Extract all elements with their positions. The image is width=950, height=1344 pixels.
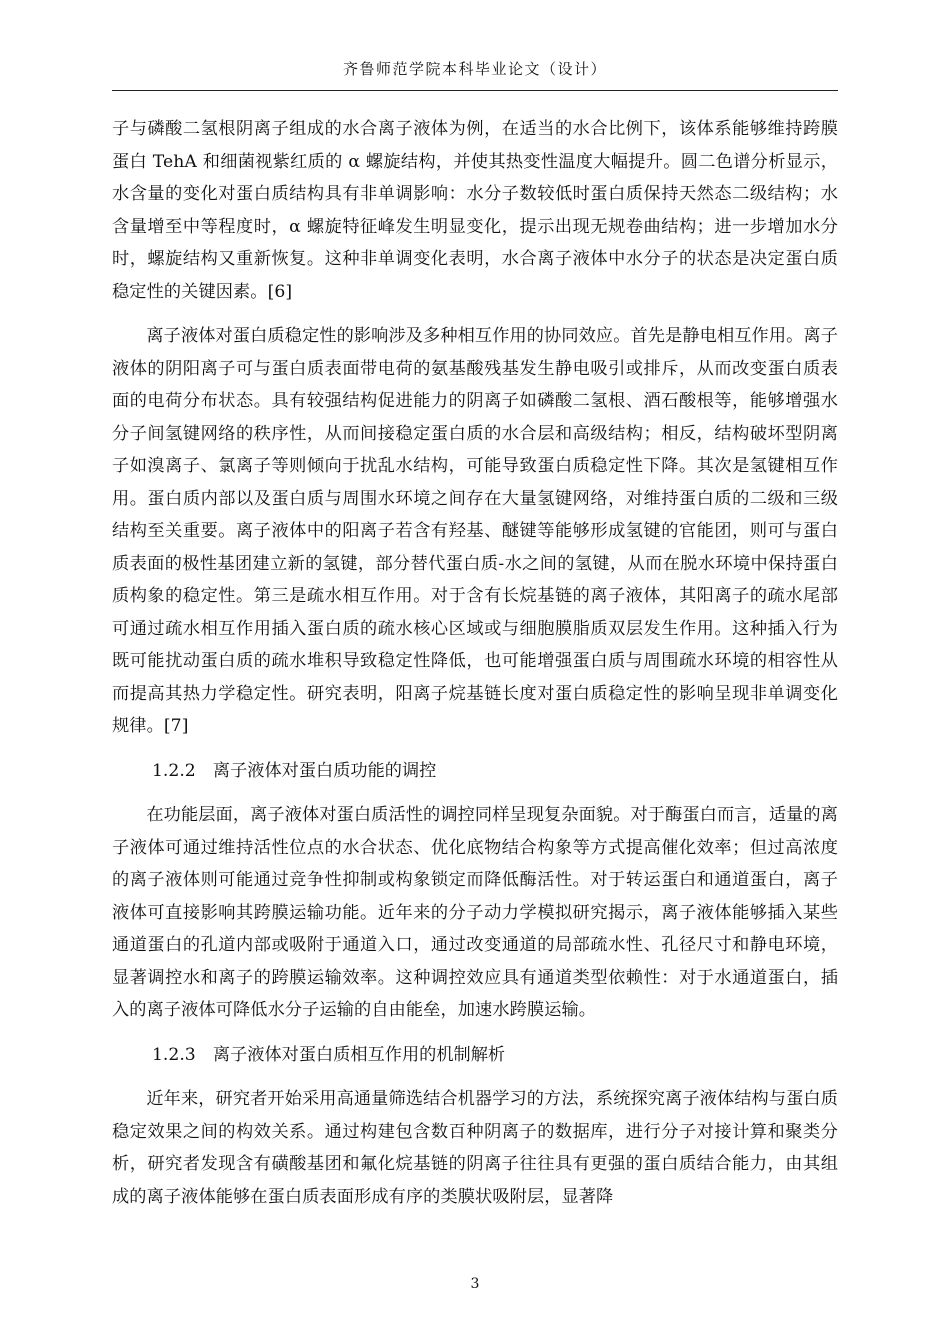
paragraph-function-regulation: 在功能层面，离子液体对蛋白质活性的调控同样呈现复杂面貌。对于酶蛋白而言，适量的离子液体可通过维持活性位点的水合状态、优化底物结合构象等方式提高催化效率；但过高浓度的离子液体则可能通过竞争性抑制或构象锁定而降低酶活性。对于转运蛋白和通道蛋白，离子液体可直接影响其跨膜运输功能。近年来的分子动力学模拟研究揭示，离子液体能够插入某些通道蛋白的孔道内部或吸附于通道入口，通过改变通道的局部疏水性、孔径尺寸和静电环境，显著调控水和离子的跨膜运输效率。这种调控效应具有通道类型依赖性：对于水通道蛋白，插入的离子液体可降低水分子运输的自由能垒，加速水跨膜运输。 bbox=[112, 805, 838, 1020]
header-rule bbox=[112, 90, 838, 91]
paragraph-gap bbox=[112, 308, 838, 320]
page-number: 3 bbox=[470, 1276, 480, 1292]
paragraph-gap bbox=[112, 787, 838, 799]
section-heading-1-2-3: 1.2.3 离子液体对蛋白质相互作用的机制解析 bbox=[152, 1044, 506, 1065]
running-header: 齐鲁师范学院本科毕业论文（设计） bbox=[342, 60, 607, 78]
section-heading-1-2-2: 1.2.2 离子液体对蛋白质功能的调控 bbox=[152, 760, 437, 781]
paragraph-gap bbox=[112, 1071, 838, 1083]
paragraph-stability-interactions: 离子液体对蛋白质稳定性的影响涉及多种相互作用的协同效应。首先是静电相互作用。离子液体的阴阳离子可与蛋白质表面带电荷的氨基酸残基发生静电吸引或排斥，从而改变蛋白质表面的电荷分布状态。具有较强结构促进能力的阴离子如磷酸二氢根、酒石酸根等，能够增强水分子间氢键网络的秩序性，从而间接稳定蛋白质的水合层和高级结构；相反，结构破坏型阴离子如溴离子、氯离子等则倾向于扰乱水结构，可能导致蛋白质稳定性下降。其次是氢键相互作用。蛋白质内部以及蛋白质与周围水环境之间存在大量氢键网络，对维持蛋白质的二级和三级结构至关重要。离子液体中的阳离子若含有羟基、醚键等能够形成氢键的官能团，则可与蛋白质表面的极性基团建立新的氢键，部分替代蛋白质-水之间的氢键，从而在脱水环境中保持蛋白质构象的稳定性。第三是疏水相互作用。对于含有长烷基链的离子液体，其阳离子的疏水尾部可通过疏水相互作用插入蛋白质的疏水核心区域或与细胞膜脂质双层发生作用。这种插入行为既可能扰动蛋白质的疏水堆积导致稳定性降低，也可能增强蛋白质与周围疏水环境的相容性从而提高其热力学稳定性。研究表明，阳离子烷基链长度对蛋白质稳定性的影响呈现非单调变化规律。[7] bbox=[112, 326, 838, 736]
body-text bbox=[112, 113, 838, 1213]
paragraph-gap bbox=[112, 743, 838, 755]
paragraph-mechanism-analysis: 近年来，研究者开始采用高通量筛选结合机器学习的方法，系统探究离子液体结构与蛋白质稳定效果之间的构效关系。通过构建包含数百种阴离子的数据库，进行分子对接计算和聚类分析，研究者发现含有磺酸基团和氟化烷基链的阴离子往往具有更强的蛋白质结合能力，由其组成的离子液体能够在蛋白质表面形成有序的类膜状吸附层，显著降 bbox=[112, 1089, 838, 1207]
paragraph-continued: 子与磷酸二氢根阴离子组成的水合离子液体为例，在适当的水合比例下，该体系能够维持跨膜蛋白 TehA 和细菌视紫红质的 α 螺旋结构，并使其热变性温度大幅提升。圆二色谱分析显示，水含量的变化对蛋白质结构具有非单调影响：水分子数较低时蛋白质保持天然态二级结构；水含量增至中等程度时，α 螺旋特征峰发生明显变化，提示出现无规卷曲结构；进一步增加水分时，螺旋结构又重新恢复。这种非单调变化表明，水合离子液体中水分子的状态是决定蛋白质稳定性的关键因素。[6] bbox=[112, 119, 838, 302]
paragraph-gap bbox=[112, 1027, 838, 1039]
